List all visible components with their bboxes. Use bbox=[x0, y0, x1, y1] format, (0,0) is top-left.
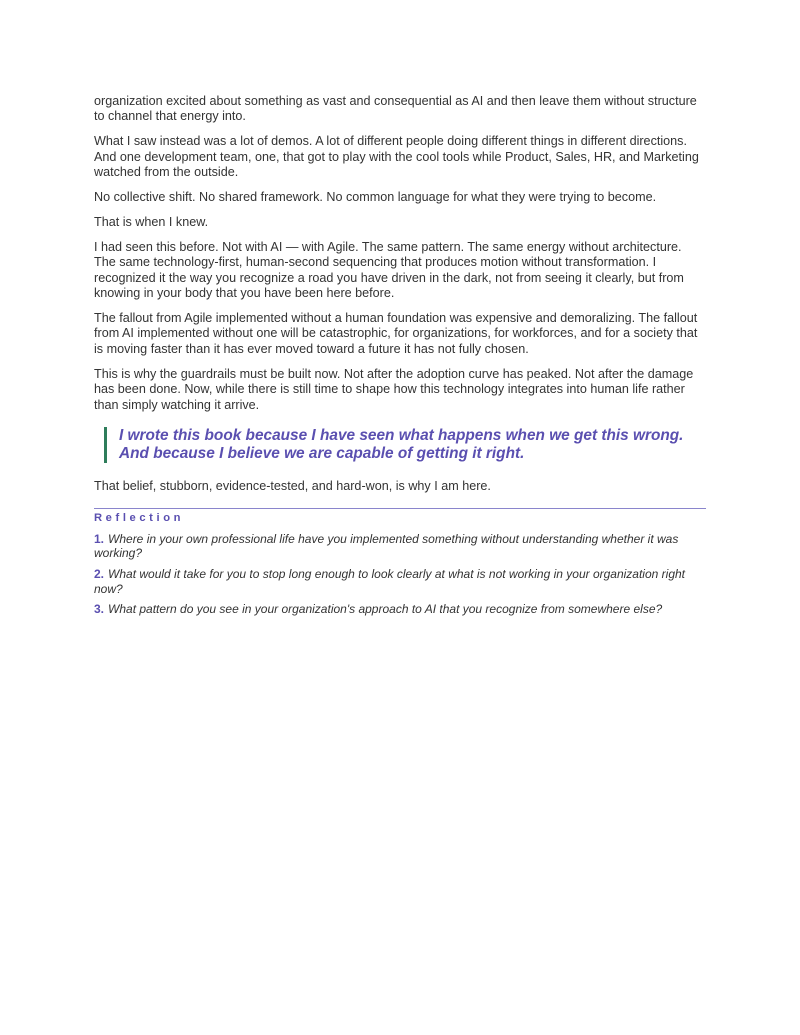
reflection-question bbox=[94, 567, 706, 596]
question-number: 3. bbox=[94, 602, 105, 617]
paragraph-guardrails: This is why the guardrails must be built now. Not after the adoption curve has peaked. Not after the damage has been done. Now, while there is still time to shape how this technology integrates into human life rather than simply watching it arrive. bbox=[94, 366, 694, 412]
reflection-question bbox=[94, 602, 706, 617]
question-text: What would it take for you to stop long enough to look clearly at what is not working in your organization right now? bbox=[94, 566, 685, 596]
pull-quote bbox=[104, 427, 706, 463]
reflection-question bbox=[94, 532, 706, 561]
question-number: 2. bbox=[94, 566, 105, 581]
paragraph-no-collective-shift: No collective shift. No shared framework. No common language for what they were trying to become. bbox=[94, 190, 657, 205]
paragraph-fallout: The fallout from Agile implemented without a human foundation was expensive and demoralizing. The fallout from AI implemented without one will be catastrophic, for organizations, for workforces, and for a society that is moving faster than it has ever moved toward a future it has not fully chosen. bbox=[94, 310, 698, 356]
paragraph-organization: organization excited about something as vast and consequential as AI and then leave them without structure to channel that energy into. bbox=[94, 94, 697, 124]
question-text: What pattern do you see in your organization's approach to AI that you recognize from somewhere else? bbox=[108, 602, 663, 617]
paragraph-closing: That belief, stubborn, evidence-tested, and hard-won, is why I am here. bbox=[94, 479, 491, 494]
reflection-divider bbox=[94, 508, 706, 509]
pull-quote-line-2: And because I believe we are capable of getting it right. bbox=[119, 445, 525, 463]
question-number: 1. bbox=[94, 531, 105, 546]
question-text: Where in your own professional life have you implemented something without understanding whether it was working? bbox=[94, 531, 679, 561]
paragraph-agile-pattern: I had seen this before. Not with AI — with Agile. The same pattern. The same energy without architecture. The same technology-first, human-second sequencing that produces motion without transformation. I recognized it the way you recognize a road you have driven in the dark, not from seeing it clearly, but from knowing in your body that you have been here before. bbox=[94, 239, 684, 301]
document-page bbox=[94, 94, 706, 623]
paragraph-demos: What I saw instead was a lot of demos. A lot of different people doing different things in different directions. And one development team, one, that got to play with the cool tools while Product, Sales, HR, and Marketing watched from the outside. bbox=[94, 134, 699, 180]
pull-quote-line-1: I wrote this book because I have seen what happens when we get this wrong. bbox=[119, 426, 684, 444]
reflection-heading: Reflection bbox=[94, 511, 185, 524]
paragraph-when-i-knew: That is when I knew. bbox=[94, 214, 209, 229]
